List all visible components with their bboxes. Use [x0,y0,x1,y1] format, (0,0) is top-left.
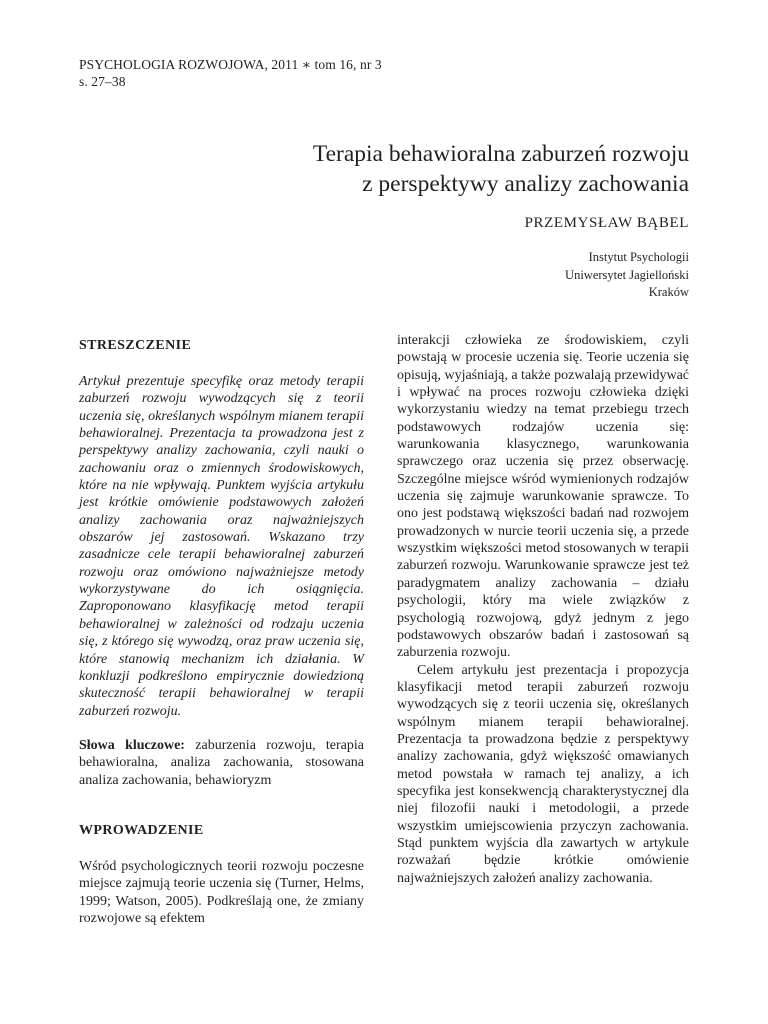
author-name: PRZEMYSŁAW BĄBEL [524,215,689,231]
keywords [79,737,364,789]
page-range: s. 27–38 [79,74,126,89]
left-column [79,332,364,927]
abstract-heading: STRESZCZENIE [79,338,192,353]
introduction-text: Wśród psychologicznych teorii rozwoju poczesne miejsce zajmują teorie uczenia się (Turner, Helms, 1999; Watson, 2005). Podkreślają one, że zmiany rozwojowe są efektem [79,858,364,926]
affiliation-city: Kraków [648,285,689,299]
introduction-continuation: interakcji człowieka ze środowiskiem, czyli powstają w procesie uczenia się. Teorie uczenia się opisują, wyjaśniają, a także pozwalają przewidywać i wpływać na proces rozwoju człowieka dzięki wykorzystaniu wiedzy na temat przebiegu trzech podstawowych rodzajów uczenia się: warunkowania klasycznego, warunkowania sprawczego oraz uczenia się przez obserwację. Szczególne miejsce wśród wymienionych rodzajów uczenia się zajmuje warunkowanie sprawcze. To ono jest podstawą większości badań nad rozwojem prowadzonych w nurcie teorii uczenia się, a przede wszystkim większości metod stosowanych w terapii zaburzeń rozwoju. Warunkowanie sprawcze jest też paradygmatem analizy zachowania – działu psychologii, który ma wiele związków z psychologią rozwojową, gdyż jednym z jego podstawowych obszarów badań i zastosowań są zaburzenia rozwoju. [397,333,690,661]
journal-citation: PSYCHOLOGIA ROZWOJOWA, 2011 ∗ tom 16, nr 3 [79,57,382,72]
article-title-line-2: z perspektywy analizy zachowania [362,171,689,197]
keywords-list: zaburzenia rozwoju, terapia behawioralna, analiza zachowania, stosowana analiza zachowania, behawioryzm [79,737,364,788]
keywords-label: Słowa kluczowe: [79,737,185,753]
affiliation-institute: Instytut Psychologii [588,250,689,264]
article-title [129,139,689,199]
right-column [397,332,689,887]
affiliation-university: Uniwersytet Jagielloński [565,267,689,282]
introduction-heading: WPROWADZENIE [79,822,204,838]
abstract-text: Artykuł prezentuje specyfikę oraz metody terapii zaburzeń rozwoju wywodzących się z teorii uczenia się, określanych wspólnym mianem terapii behawioralnej. Prezentacja ta prowadzona jest z perspektywy analizy zachowania, czyli nauki o zachowaniu oraz o zmiennych środowiskowych, które na nie wpływają. Punktem wyjścia artykułu jest krótkie omówienie podstawowych założeń analizy zachowania oraz najważniejszych obszarów jej zastosowań. Wskazano trzy zasadnicze cele terapii behawioralnej zaburzeń rozwoju oraz omówiono najważniejsze metody wykorzystywane do ich osiągnięcia. Zaproponowano klasyfikację metod terapii behawioralnej w zależności od rodzaju uczenia się, z którego się wywodzą, oraz praw uczenia się, które stanowią mechanizm ich działania. W konkluzji podkreślono empirycznie dowiedzioną skuteczność terapii behawioralnej w terapii zaburzeń rozwoju. [79,374,364,719]
introduction-paragraph-2: Celem artykułu jest prezentacja i propozycja klasyfikacji metod terapii zaburzeń rozwoju wywodzących się z teorii uczenia się, określanych wspólnym mianem terapii behawioralnej. Prezentacja ta prowadzona będzie z perspektywy analizy zachowania, gdyż większość omawianych metod powstała w ramach tej analizy, a ich specyfika jest konsekwencją charakterystycznej dla niej filozofii nauki i metodologii, a przede wszystkim umiejscowienia przyczyn zachowania. Stąd punktem wyjścia dla zawartych w artykule rozważań będzie krótkie omówienie najważniejszych założeń analizy zachowania. [397,662,689,886]
article-title-line-1: Terapia behawioralna zaburzeń rozwoju [312,141,689,167]
journal-header [79,56,382,90]
author-affiliation [565,249,689,302]
